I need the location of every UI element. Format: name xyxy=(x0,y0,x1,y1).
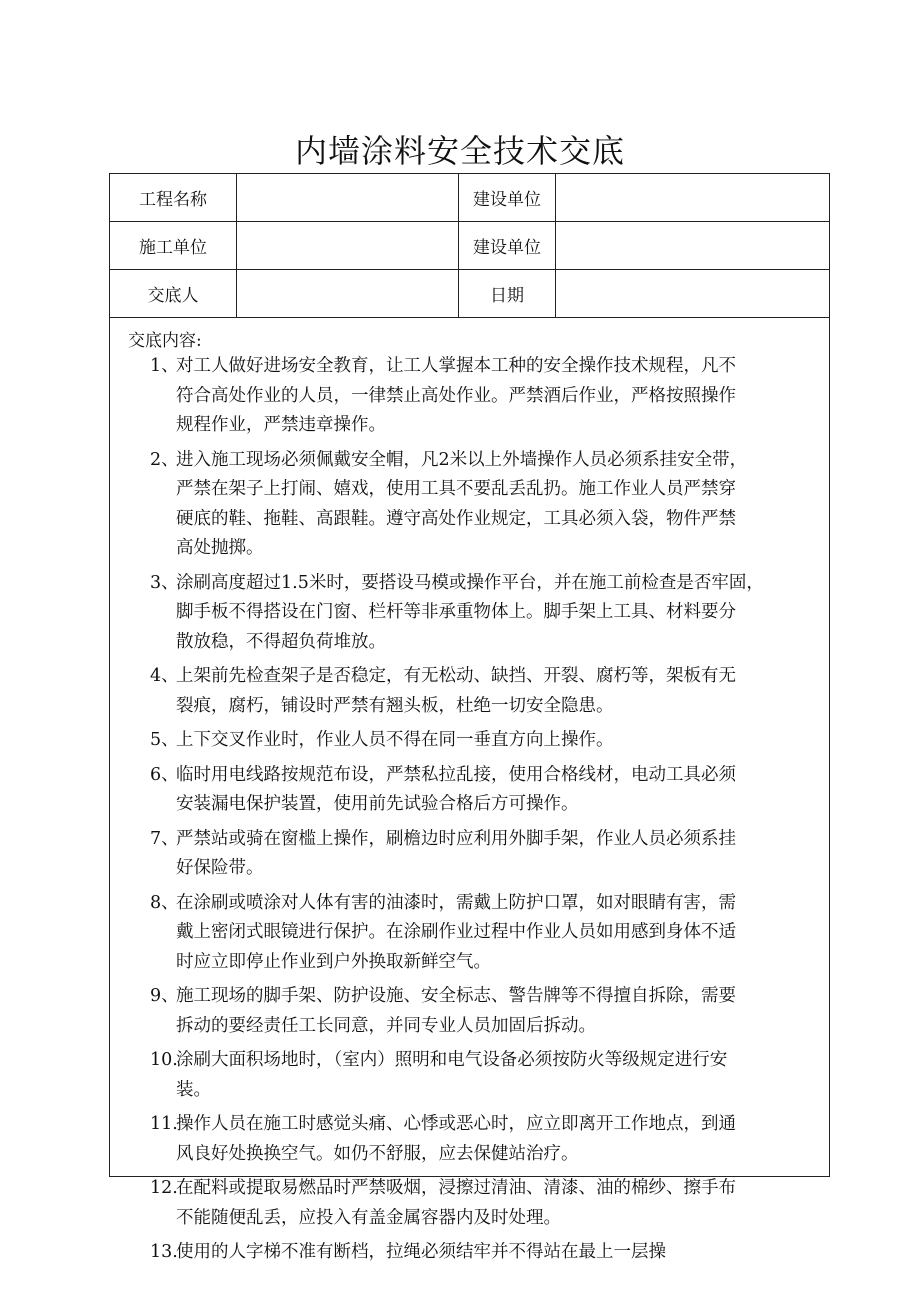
disclosure-item xyxy=(110,1110,829,1174)
item-text xyxy=(176,726,826,756)
project-info-row xyxy=(110,174,829,222)
date-label: 日期 xyxy=(459,270,556,317)
item-text-line: 涂刷大面积场地时，（室内）照明和电气设备必须按防火等级规定进行安 xyxy=(176,1050,728,1070)
disclosure-item xyxy=(110,1174,829,1238)
discloser-row xyxy=(110,270,829,318)
item-text-line: 严禁在架子上打闹、嬉戏，使用工具不要乱丢乱扔。施工作业人员严禁穿 xyxy=(176,479,736,499)
item-text-line: 进入施工现场必须佩戴安全帽，凡2米以上外墙操作人员必须系挂安全带， xyxy=(176,449,748,470)
item-text-line: 施工现场的脚手架、防护设施、安全标志、警告牌等不得擅自拆除，需要 xyxy=(176,986,736,1006)
item-text-line: 上架前先检查架子是否稳定，有无松动、缺挡、开裂、腐朽等，架板有无 xyxy=(176,666,736,686)
item-text xyxy=(176,1238,826,1268)
disclosure-item xyxy=(110,761,829,825)
project-name-label: 工程名称 xyxy=(110,174,237,221)
disclosure-item xyxy=(110,446,829,569)
construction-unit-label: 建设单位 xyxy=(459,174,556,221)
item-number: 2、 xyxy=(150,449,179,470)
item-text-line: 拆动的要经责任工长同意，并同专业人员加固后拆动。 xyxy=(176,1015,596,1036)
item-number: 1、 xyxy=(150,356,179,376)
item-text xyxy=(176,825,826,884)
project-name-value[interactable] xyxy=(237,174,459,221)
item-text-line: 戴上密闭式眼镜进行保护。在涂刷作业过程中作业人员如用感到身体不适 xyxy=(176,922,736,942)
item-text-line: 装。 xyxy=(176,1079,211,1100)
item-number: 4、 xyxy=(150,666,179,686)
item-text-line: 在配料或提取易燃品时严禁吸烟，浸擦过清油、清漆、油的棉纱、擦手布 xyxy=(176,1178,736,1198)
disclosure-form xyxy=(109,173,830,1262)
item-number: 5、 xyxy=(150,730,179,750)
item-text-line: 时应立即停止作业到户外换取新鲜空气。 xyxy=(176,951,491,972)
item-number: 9、 xyxy=(150,986,179,1006)
item-text-line: 脚手板不得搭设在门窗、栏杆等非承重物体上。脚手架上工具、材料要分 xyxy=(176,602,736,622)
item-text xyxy=(176,1110,826,1169)
discloser-value[interactable] xyxy=(237,270,459,317)
item-text-line: 风良好处换换空气。如仍不舒服，应去保健站治疗。 xyxy=(176,1143,579,1164)
item-text-line: 涂刷高度超过1.5米时，要搭设马模或操作平台，并在施工前检查是否牢固， xyxy=(176,572,764,593)
content-label: 交底内容: xyxy=(128,331,202,351)
item-text-line: 使用的人字梯不准有断档，拉绳必须结牢并不得站在最上一层操 xyxy=(176,1242,666,1262)
item-number: 12. xyxy=(150,1178,178,1198)
discloser-label: 交底人 xyxy=(110,270,237,317)
disclosure-item xyxy=(110,352,829,446)
item-text xyxy=(176,352,826,441)
item-text-line: 临时用电线路按规范布设，严禁私拉乱接，使用合格线材，电动工具必须 xyxy=(176,764,736,785)
item-text-line: 操作人员在施工时感觉头痛、心悸或恶心时，应立即离开工作地点，到通 xyxy=(176,1114,736,1134)
construction-unit-value[interactable] xyxy=(556,174,829,221)
item-text-line: 好保险带。 xyxy=(176,858,264,878)
contractor-label: 施工单位 xyxy=(110,222,237,269)
disclosure-item xyxy=(110,889,829,983)
item-number: 6、 xyxy=(150,764,179,785)
item-text xyxy=(176,982,826,1041)
item-text-line: 符合高处作业的人员，一律禁止高处作业。严禁酒后作业，严格按照操作 xyxy=(176,385,736,406)
item-number: 11. xyxy=(150,1114,178,1134)
item-number: 7、 xyxy=(150,828,179,849)
item-text xyxy=(176,569,826,658)
item-number: 8、 xyxy=(150,892,179,913)
item-text-line: 裂痕，腐朽，铺设时严禁有翘头板，杜绝一切安全隐患。 xyxy=(176,695,614,716)
item-number: 10. xyxy=(150,1050,178,1070)
disclosure-item xyxy=(110,1046,829,1110)
item-text xyxy=(176,1174,826,1233)
item-text-line: 在涂刷或喷涂对人体有害的油漆时，需戴上防护口罩，如对眼睛有害，需 xyxy=(176,892,736,913)
document-title: 内墙涂料安全技术交底 xyxy=(294,132,625,170)
disclosure-item xyxy=(110,662,829,726)
disclosure-item xyxy=(110,726,829,761)
item-text-line: 规程作业，严禁违章操作。 xyxy=(176,415,386,435)
item-text-line: 严禁站或骑在窗槛上操作，刷檐边时应利用外脚手架，作业人员必须系挂 xyxy=(176,828,736,849)
item-text-line: 不能随便乱丢，应投入有盖金属容器内及时处理。 xyxy=(176,1207,561,1228)
construction-unit-label-2: 建设单位 xyxy=(459,222,556,269)
construction-unit-value-2[interactable] xyxy=(556,222,829,269)
contractor-value[interactable] xyxy=(237,222,459,269)
disclosure-item xyxy=(110,1238,829,1273)
item-text-line: 硬底的鞋、拖鞋、高跟鞋。遵守高处作业规定，工具必须入袋，物件严禁 xyxy=(176,508,736,529)
disclosure-item xyxy=(110,825,829,889)
item-text xyxy=(176,889,826,978)
contractor-row xyxy=(110,222,829,270)
item-text xyxy=(176,446,826,564)
date-value[interactable] xyxy=(556,270,829,317)
disclosure-item xyxy=(110,982,829,1046)
disclosure-items xyxy=(110,352,829,1273)
item-text-line: 安装漏电保护装置，使用前先试验合格后方可操作。 xyxy=(176,794,579,814)
item-number: 13. xyxy=(150,1242,178,1262)
disclosure-item xyxy=(110,569,829,663)
item-text-line: 对工人做好进场安全教育，让工人掌握本工种的安全操作技术规程，凡不 xyxy=(176,356,736,376)
item-text xyxy=(176,1046,826,1105)
item-number: 3、 xyxy=(150,572,179,593)
item-text xyxy=(176,761,826,820)
item-text xyxy=(176,662,826,721)
item-text-line: 高处抛掷。 xyxy=(176,538,264,558)
item-text-line: 散放稳，不得超负荷堆放。 xyxy=(176,631,386,652)
item-text-line: 上下交叉作业时，作业人员不得在同一垂直方向上操作。 xyxy=(176,730,614,750)
